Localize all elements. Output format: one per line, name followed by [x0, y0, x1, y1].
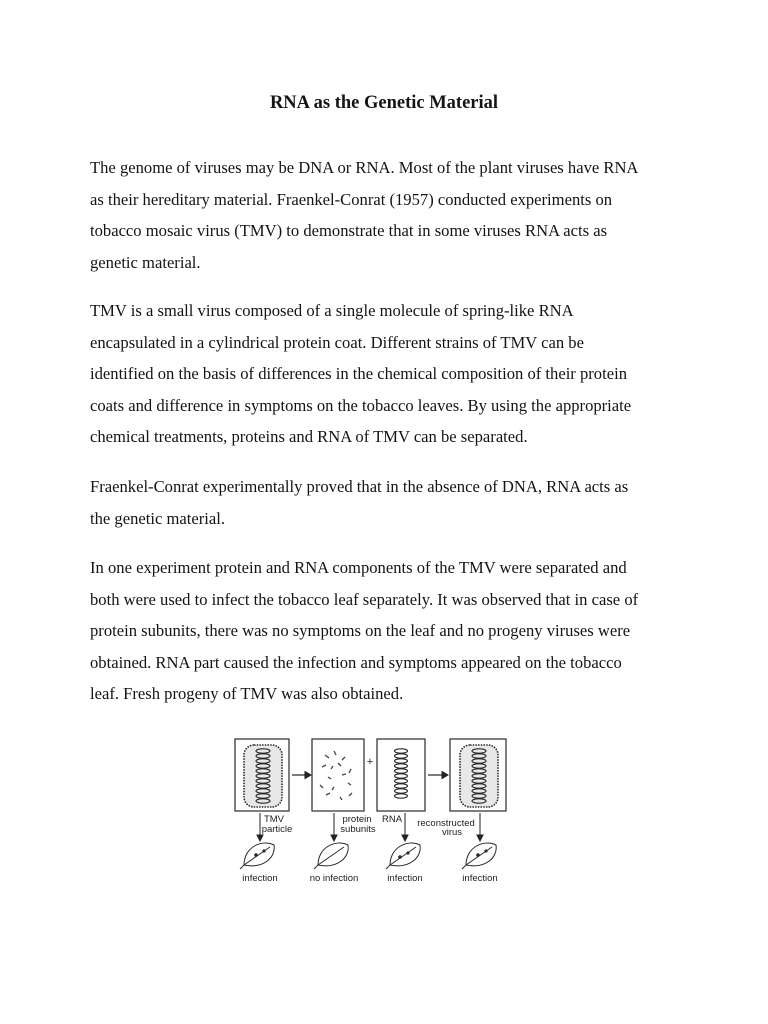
- text-line: genetic material.: [90, 252, 201, 272]
- arrow-right-icon: [428, 772, 448, 779]
- outcome-label: no infection: [309, 873, 359, 884]
- protein-label: protein: [342, 814, 372, 825]
- virus-label: virus: [441, 827, 463, 838]
- paragraph-2: [90, 295, 690, 453]
- tmv-particle-panel: [235, 739, 289, 811]
- text-line: the genetic material.: [90, 508, 225, 528]
- text-line: both were used to infect the tobacco leaf separately. It was observed that in case of: [90, 589, 639, 609]
- paragraph-4: [90, 552, 690, 710]
- plus-sign: +: [366, 756, 374, 768]
- tmv-diagram: [230, 733, 510, 893]
- reconstructed-label: reconstructed: [417, 818, 475, 829]
- tmv-label: TMV: [263, 814, 285, 825]
- page-title: RNA as the Genetic Material: [269, 93, 499, 113]
- text-line: TMV is a small virus composed of a single molecule of spring-like RNA: [90, 301, 574, 320]
- text-line: The genome of viruses may be DNA or RNA. Most of the plant viruses have RNA: [90, 158, 639, 177]
- paragraph-1: [90, 152, 690, 278]
- tmv-experiment-figure: [230, 733, 510, 893]
- reconstructed-virus-panel: [450, 739, 506, 811]
- text-line: identified on the basis of differences in the chemical composition of their protein: [90, 364, 627, 383]
- arrow-right-icon: [292, 772, 311, 779]
- text-line: Fraenkel-Conrat experimentally proved that in the absence of DNA, RNA acts as: [90, 477, 629, 496]
- leaf-icon: [462, 843, 496, 869]
- text-line: In one experiment protein and RNA components of the TMV were separated and: [90, 558, 627, 577]
- text-line: as their hereditary material. Fraenkel-Conrat (1957) conducted experiments on: [90, 189, 613, 209]
- text-line: coats and difference in symptoms on the tobacco leaves. By using the appropriate: [90, 395, 632, 415]
- outcome-label: infection: [242, 873, 278, 884]
- text-line: encapsulated in a cylindrical protein coat. Different strains of TMV can be: [90, 332, 584, 352]
- particle-label: particle: [261, 824, 293, 835]
- text-line: chemical treatments, proteins and RNA of TMV can be separated.: [90, 427, 528, 446]
- leaf-icon: [386, 843, 420, 869]
- leaf-icon: [314, 843, 348, 869]
- rna-label: RNA: [381, 814, 403, 825]
- leaf-icon: [240, 843, 274, 869]
- text-line: obtained. RNA part caused the infection and symptoms appeared on the tobacco: [90, 652, 622, 672]
- text-line: tobacco mosaic virus (TMV) to demonstrate that in some viruses RNA acts as: [90, 221, 608, 240]
- rna-panel: [377, 739, 425, 811]
- subunits-label: subunits: [340, 824, 376, 835]
- outcome-label: infection: [387, 873, 423, 884]
- text-line: leaf. Fresh progeny of TMV was also obtained.: [90, 684, 404, 703]
- paragraph-3: [90, 471, 690, 534]
- text-line: protein subunits, there was no symptoms on the leaf and no progeny viruses were: [90, 621, 631, 640]
- outcome-label: infection: [462, 873, 498, 884]
- protein-subunits-panel: [312, 739, 364, 811]
